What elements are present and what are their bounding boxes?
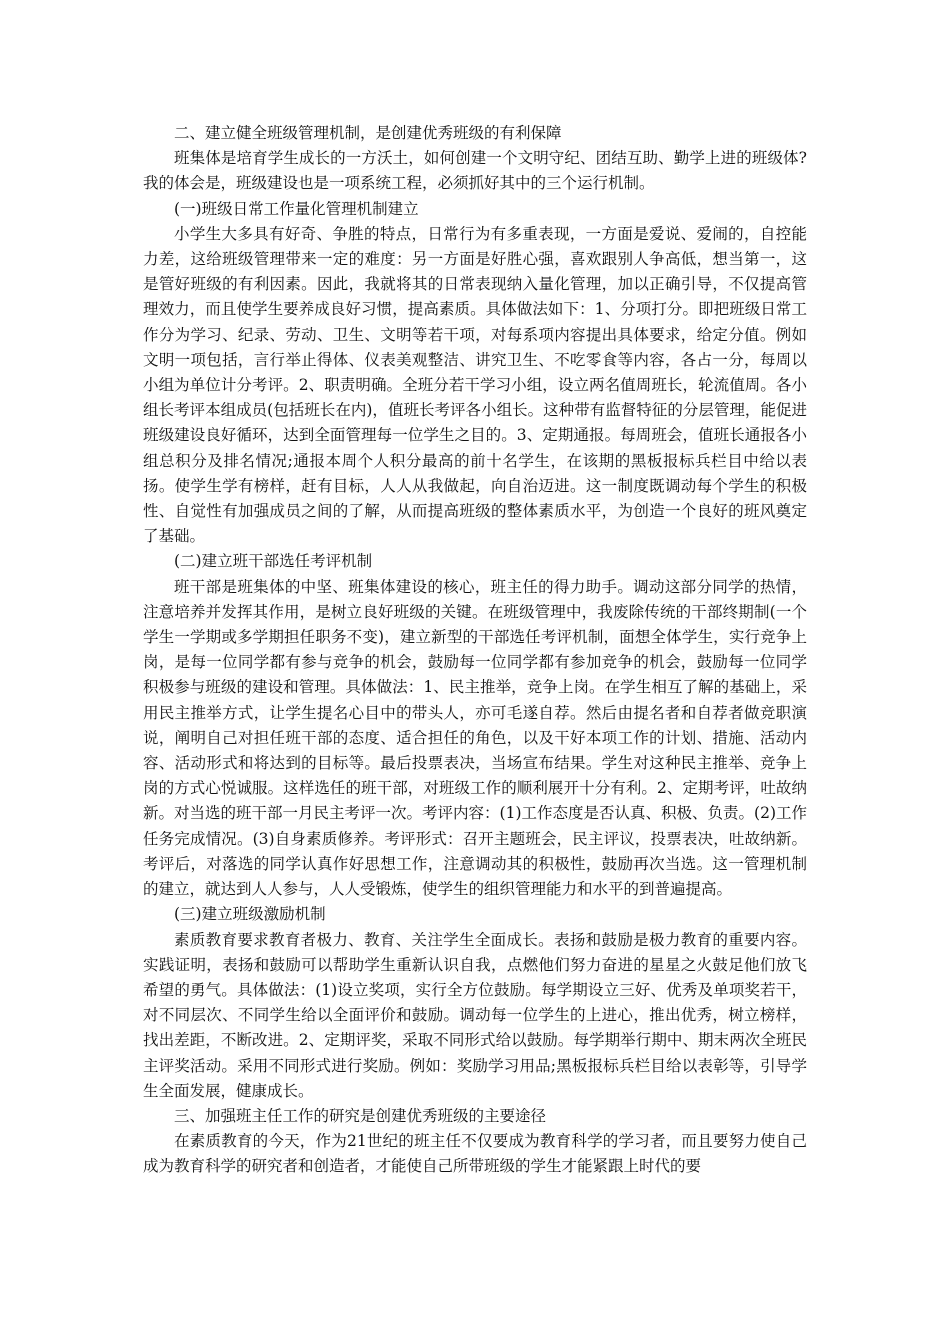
paragraph: 班干部是班集体的中坚、班集体建设的核心，班主任的得力助手。调动这部分同学的热情，注意培养并发挥其作用，是树立良好班级的关键。在班级管理中，我废除传统的干部终期制(一个学生一学期或多学期担任职务不变)，建立新型的干部选任考评机制，面想全体学生，实行竞争上岗，是每一位同学都有参与竞争的机会，鼓励每一位同学都有参加竞争的机会，鼓励每一位同学积极参与班级的建设和管理。具体做法：1、民主推举，竞争上岗。在学生相互了解的基础上，采用民主推举方式，让学生提名心目中的带头人，亦可毛遂自荐。然后由提名者和自荐者做竞职演说，阐明自己对担任班干部的态度、适合担任的角色，以及干好本项工作的计划、措施、活动内容、活动形式和将达到的目标等。最后投票表决，当场宣布结果。学生对这种民主推举、竞争上岗的方式心悦诚服。这样选任的班干部，对班级工作的顺利展开十分有利。2、定期考评，吐故纳新。对当选的班干部一月民主考评一次。考评内容：(1)工作态度是否认真、积极、负责。(2)工作任务完成情况。(3)自身素质修养。考评形式：召开主题班会，民主评议，投票表决，吐故纳新。考评后，对落选的同学认真作好思想工作，注意调动其的积极性，鼓励再次当选。这一管理机制的建立，就达到人人参与，人人受锻炼，使学生的组织管理能力和水平的到普遍提高。 (143, 577, 807, 899)
paragraph: 班集体是培育学生成长的一方沃土，如何创建一个文明守纪、团结互助、勤学上进的班级体?我的体会是，班级建设也是一项系统工程，必须抓好其中的三个运行机制。 (143, 149, 807, 193)
paragraph: 素质教育要求教育者极力、教育、关注学生全面成长。表扬和鼓励是极力教育的重要内容。实践证明，表扬和鼓励可以帮助学生重新认识自我，点燃他们努力奋进的星星之火鼓足他们放飞希望的勇气。具体做法：(1)设立奖项，实行全方位鼓励。每学期设立三好、优秀及单项奖若干，对不同层次、不同学生给以全面评价和鼓励。调动每一位学生的上进心，推出优秀，树立榜样，找出差距，不断改进。2、定期评奖，采取不同形式给以鼓励。每学期举行期中、期末两次全班民主评奖活动。采用不同形式进行奖励。例如：奖励学习用品;黑板报标兵栏目给以表彰等，引导学生全面发展，健康成长。 (143, 930, 807, 1100)
subsection-heading-1: (一)班级日常工作量化管理机制建立 (174, 199, 419, 218)
subsection-heading-3: (三)建立班级激励机制 (174, 905, 326, 924)
section-heading-3: 三、加强班主任工作的研究是创建优秀班级的主要途径 (174, 1106, 547, 1125)
paragraph: 在素质教育的今天，作为21世纪的班主任不仅要成为教育科学的学习者，而且要努力使自己成为教育科学的研究者和创造者，才能使自己所带班级的学生才能紧跟上时代的要 (143, 1132, 807, 1176)
subsection-heading-2: (二)建立班干部选任考评机制 (174, 552, 373, 571)
section-heading-2: 二、建立健全班级管理机制，是创建优秀班级的有利保障 (174, 124, 562, 142)
paragraph: 小学生大多具有好奇、争胜的特点，日常行为有多重表现，一方面是爱说、爱闹的，自控能力差，这给班级管理带来一定的难度：另一方面是好胜心强，喜欢跟别人争高低，想当第一，这是管好班级的有利因素。因此，我就将其的日常表现纳入量化管理，加以正确引导，不仅提高管理效力，而且使学生要养成良好习惯，提高素质。具体做法如下：1、分项打分。即把班级日常工作分为学习、纪录、劳动、卫生、文明等若干项，对每系项内容提出具体要求，给定分值。例如文明一项包括，言行举止得体、仪表美观整洁、讲究卫生、不吃零食等内容，各占一分，每周以小组为单位计分考评。2、职责明确。全班分若干学习小组，设立两名值周班长，轮流值周。各小组长考评本组成员(包括班长在内)，值班长考评各小组长。这种带有监督特征的分层管理，能促进班级建设良好循环，达到全面管理每一位学生之目的。3、定期通报。每周班会，值班长通报各小组总积分及排名情况;通报本周个人积分最高的前十名学生，在该期的黑板报标兵栏目中给以表扬。使学生学有榜样，赶有目标，人人从我做起，向自治迈进。这一制度既调动每个学生的积极性、自觉性有加强成员之间的了解，从而提高班级的整体素质水平，为创造一个良好的班风奠定了基础。 (143, 224, 807, 546)
document-body (143, 121, 807, 1180)
